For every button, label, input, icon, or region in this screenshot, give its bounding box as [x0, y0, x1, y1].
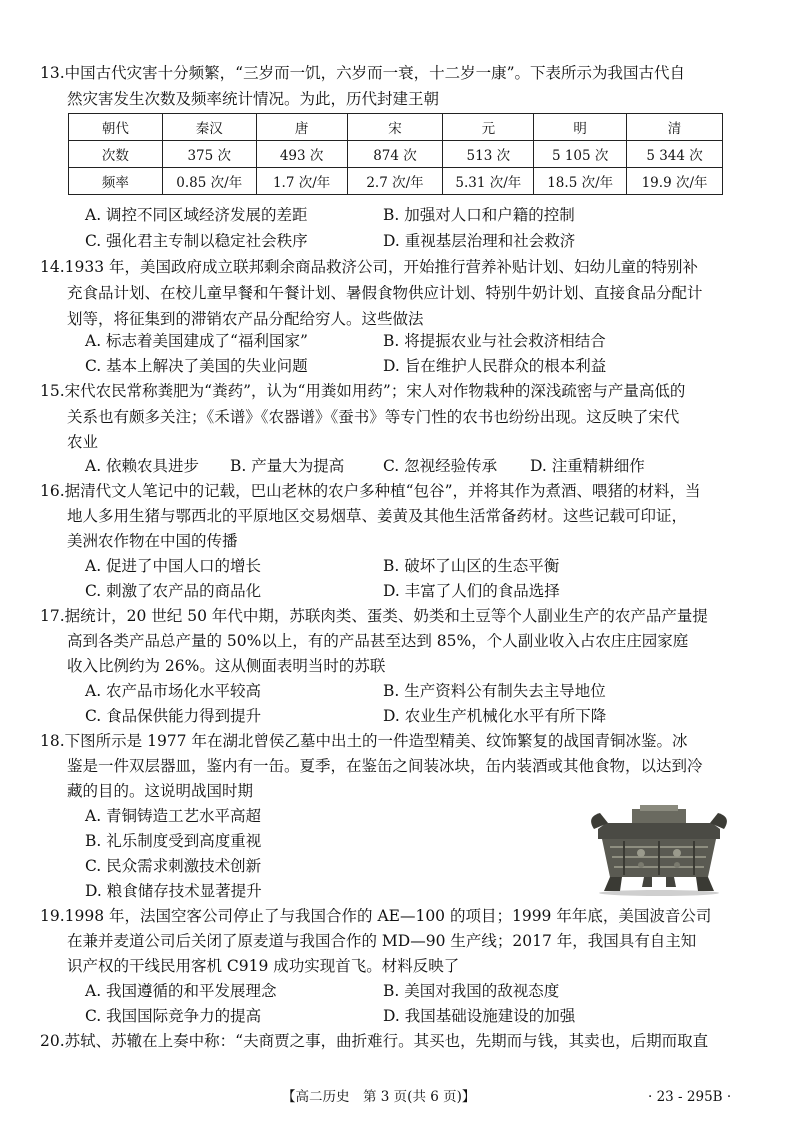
table-cell: 5 105 次 [534, 141, 627, 168]
q14-option-d[interactable]: D. 旨在维护人民群众的根本利益 [383, 357, 607, 375]
q15-stem-line-1: 15.宋代农民常称粪肥为“粪药”，认为“用粪如用药”；宋人对作物栽种的深浅疏密与产量高低的 [40, 382, 686, 400]
table-cell: 375 次 [162, 141, 256, 168]
q19-option-d[interactable]: D. 我国基础设施建设的加强 [383, 1007, 576, 1025]
q18-option-b[interactable]: B. 礼乐制度受到高度重视 [85, 832, 262, 850]
q19-stem-line-3: 识产权的干线民用客机 C919 成功实现首飞。材料反映了 [67, 957, 460, 975]
q17-stem-line-3: 收入比例约为 26%。这从侧面表明当时的苏联 [67, 657, 386, 675]
table-cell: 唐 [256, 114, 347, 141]
table-row [69, 168, 723, 195]
q17-option-c[interactable]: C. 食品保供能力得到提升 [85, 707, 262, 725]
q19-option-c[interactable]: C. 我国国际竞争力的提高 [85, 1007, 262, 1025]
q19-option-b[interactable]: B. 美国对我国的敌视态度 [383, 982, 560, 1000]
q15-stem-line-2: 关系也有颇多关注；《禾谱》《农器谱》《蚕书》等专门性的农书也纷纷出现。这反映了宋代 [67, 408, 680, 426]
q14-option-b[interactable]: B. 将提振农业与社会救济相结合 [383, 332, 606, 350]
q14-stem-line-3: 划等，将征集到的滞销农产品分配给穷人。这些做法 [67, 310, 424, 328]
q14-stem-line-1: 14.1933 年，美国政府成立联邦剩余商品救济公司，开始推行营养补贴计划、妇幼儿童的特别补 [40, 258, 699, 276]
q13-stem-line-1: 13.中国古代灾害十分频繁，“三岁而一饥，六岁而一衰，十二岁一康”。下表所示为我国古代自 [40, 64, 686, 82]
table-cell: 频率 [69, 168, 163, 195]
q16-option-c[interactable]: C. 刺激了农产品的商品化 [85, 582, 262, 600]
q19-stem-line-2: 在兼并麦道公司后关闭了原麦道与我国合作的 MD—90 生产线；2017 年，我国具有自主知 [67, 932, 697, 950]
table-cell: 次数 [69, 141, 163, 168]
q18-option-d[interactable]: D. 粮食储存技术显著提升 [85, 882, 262, 900]
q17-option-b[interactable]: B. 生产资料公有制失去主导地位 [383, 682, 606, 700]
q15-option-a[interactable]: A. 依赖农具进步 [85, 457, 200, 475]
table-cell: 1.7 次/年 [256, 168, 347, 195]
table-header-row [69, 114, 723, 141]
table-cell: 493 次 [256, 141, 347, 168]
q14-option-c[interactable]: C. 基本上解决了美国的失业问题 [85, 357, 308, 375]
q13-option-b[interactable]: B. 加强对人口和户籍的控制 [383, 206, 575, 224]
q16-option-a[interactable]: A. 促进了中国人口的增长 [85, 557, 262, 575]
q15-stem-line-3: 农业 [67, 433, 99, 451]
q19-option-a[interactable]: A. 我国遵循的和平发展理念 [85, 982, 277, 1000]
q13-option-c[interactable]: C. 强化君主专制以稳定社会秩序 [85, 232, 308, 250]
q18-option-c[interactable]: C. 民众需求刺激技术创新 [85, 857, 262, 875]
q19-stem-line-1: 19.1998 年，法国空客公司停止了与我国合作的 AE—100 的项目；1999 年年底，美国波音公司 [40, 907, 712, 925]
table-cell: 19.9 次/年 [627, 168, 723, 195]
bronze-ice-chest-icon [588, 803, 730, 897]
q16-stem-line-3: 美洲农作物在中国的传播 [67, 532, 238, 550]
q14-option-a[interactable]: A. 标志着美国建成了“福利国家” [85, 332, 308, 350]
table-cell: 清 [627, 114, 723, 141]
q17-stem-line-2: 高到各类产品总产量的 50%以上，有的产品甚至达到 85%，个人副业收入占农庄庄园家庭 [67, 632, 689, 650]
page-footer-code: · 23 - 295B · [648, 1089, 732, 1105]
q14-stem-line-2: 充食品计划、在校儿童早餐和午餐计划、暑假食物供应计划、特别牛奶计划、直接食品分配计 [67, 284, 703, 302]
disaster-stats-table [68, 113, 723, 195]
q15-option-d[interactable]: D. 注重精耕细作 [530, 457, 645, 475]
table-cell: 0.85 次/年 [162, 168, 256, 195]
table-cell: 朝代 [69, 114, 163, 141]
q15-option-c[interactable]: C. 忽视经验传承 [383, 457, 498, 475]
table-cell: 5 344 次 [627, 141, 723, 168]
q13-stem-line-2: 然灾害发生次数及频率统计情况。为此，历代封建王朝 [67, 90, 440, 108]
table-cell: 宋 [347, 114, 443, 141]
q18-stem-line-2: 鉴是一件双层器皿，鉴内有一缶。夏季，在鉴缶之间装冰块，缶内装酒或其他食物，以达到冷 [67, 757, 703, 775]
q16-stem-line-1: 16.据清代文人笔记中的记载，巴山老林的农户多种植“包谷”，并将其作为煮酒、喂猪的材料，当 [40, 482, 701, 500]
page-footer-center: 【高二历史 第 3 页(共 6 页)】 [282, 1089, 476, 1105]
table-row [69, 141, 723, 168]
table-cell: 2.7 次/年 [347, 168, 443, 195]
table-cell: 明 [534, 114, 627, 141]
q16-stem-line-2: 地人多用生猪与鄂西北的平原地区交易烟草、姜黄及其他生活常备药材。这些记载可印证， [67, 507, 688, 525]
q18-option-a[interactable]: A. 青铜铸造工艺水平高超 [85, 807, 262, 825]
q17-stem-line-1: 17.据统计，20 世纪 50 年代中期，苏联肉类、蛋类、奶类和土豆等个人副业生产的农产品产量提 [40, 607, 708, 625]
q13-option-a[interactable]: A. 调控不同区域经济发展的差距 [85, 206, 308, 224]
q16-option-b[interactable]: B. 破坏了山区的生态平衡 [383, 557, 560, 575]
q17-option-d[interactable]: D. 农业生产机械化水平有所下降 [383, 707, 607, 725]
q18-stem-line-3: 藏的目的。这说明战国时期 [67, 782, 254, 800]
q16-option-d[interactable]: D. 丰富了人们的食品选择 [383, 582, 560, 600]
table-cell: 秦汉 [162, 114, 256, 141]
table-cell: 18.5 次/年 [534, 168, 627, 195]
table-cell: 874 次 [347, 141, 443, 168]
table-cell: 513 次 [443, 141, 534, 168]
q15-option-b[interactable]: B. 产量大为提高 [230, 457, 345, 475]
q13-option-d[interactable]: D. 重视基层治理和社会救济 [383, 232, 576, 250]
table-cell: 元 [443, 114, 534, 141]
q18-stem-line-1: 18.下图所示是 1977 年在湖北曾侯乙墓中出土的一件造型精美、纹饰繁复的战国青铜冰鉴。冰 [40, 732, 688, 750]
q20-stem-line-1: 20.苏轼、苏辙在上奏中称：“夫商贾之事，曲折难行。其买也，先期而与钱，其卖也，后期而取直 [40, 1032, 709, 1050]
q17-option-a[interactable]: A. 农产品市场化水平较高 [85, 682, 262, 700]
table-cell: 5.31 次/年 [443, 168, 534, 195]
